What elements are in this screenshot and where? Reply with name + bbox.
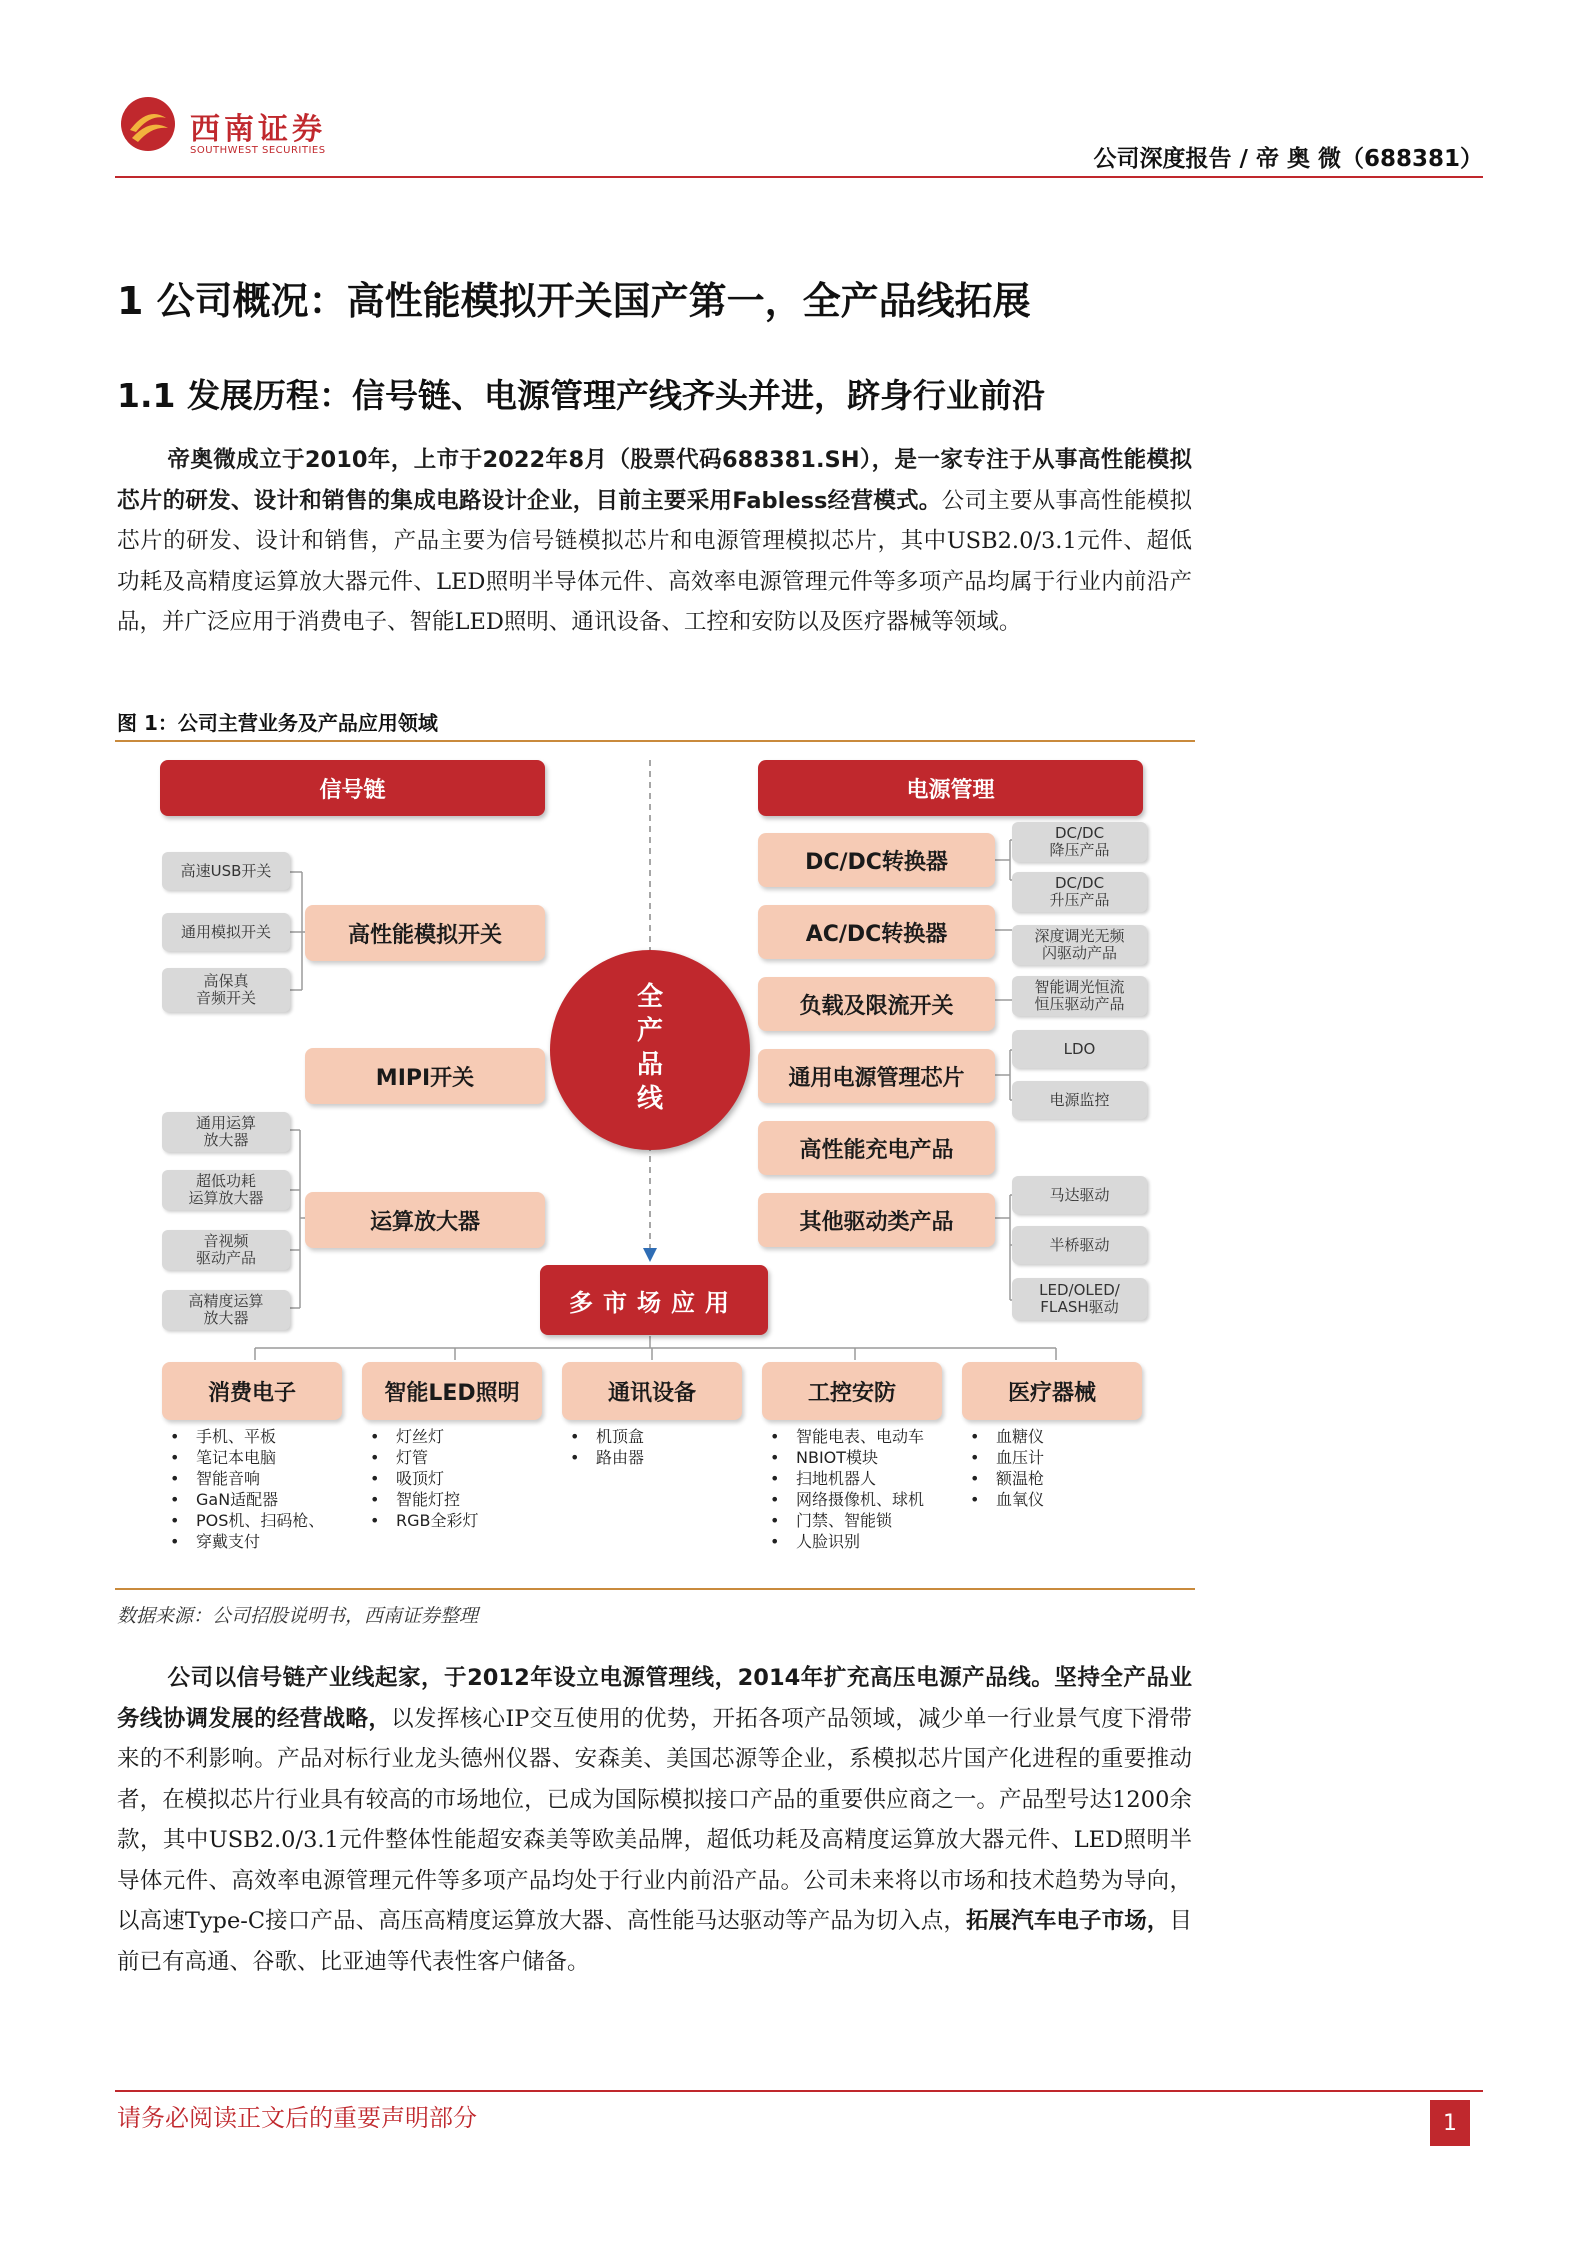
lighting-app-list	[366, 1426, 556, 1531]
charging-product-box: 高性能充电产品	[758, 1121, 995, 1175]
intro-paragraph	[117, 440, 1192, 643]
mipi-switch-box: MIPI开关	[305, 1048, 545, 1104]
communication-app-list	[566, 1426, 756, 1468]
led-oled-flash-driver-sub-box: LED/OLED/ FLASH驱动	[1012, 1278, 1147, 1320]
analog-switch-box: 高性能模拟开关	[305, 905, 545, 961]
subsection-heading: 1.1 发展历程：信号链、电源管理产线齐头并进，跻身行业前沿	[117, 376, 1045, 415]
flicker-free-driver-sub-box: 深度调光无频 闪驱动产品	[1012, 925, 1147, 965]
dcdc-converter-box: DC/DC转换器	[758, 833, 995, 887]
list-item: • 智能电表、电动车	[766, 1426, 966, 1447]
opamp-box: 运算放大器	[305, 1192, 545, 1248]
list-item: • 笔记本电脑	[166, 1447, 356, 1468]
history-paragraph	[117, 1658, 1192, 1982]
precision-opamp-sub-box: 高精度运算 放大器	[162, 1290, 290, 1330]
ldo-sub-box: LDO	[1012, 1030, 1147, 1068]
market-consumer-box: 消费电子	[162, 1362, 342, 1420]
low-power-opamp-sub-box: 超低功耗 运算放大器	[162, 1170, 290, 1210]
intro-normal-text: 公司主要从事高性能模拟芯片的研发、设计和销售，产品主要为信号链模拟芯片和电源管理模拟芯片，其中USB2.0/3.1元件、超低功耗及高精度运算放大器元件、LED照明半导体元件、高效率电源管理元件等多项产品均属于行业内前沿产品，并广泛应用于消费电子、智能LED照明、通讯设备、工控和安防以及医疗器械等领域。	[117, 487, 1192, 635]
list-item: • NBIOT模块	[766, 1447, 966, 1468]
disclaimer-notice: 请务必阅读正文后的重要声明部分	[117, 2104, 477, 2132]
list-item: • 机顶盒	[566, 1426, 756, 1447]
history-normal-text-2: 目前已有高通、谷歌、比亚迪等代表性客户储备。	[117, 1908, 1192, 1975]
history-normal-text-1: 以发挥核心IP交互使用的优势，开拓各项产品领域，减少单一行业景气度下滑带来的不利影响。产品对标行业龙头德州仪器、安森美、美国芯源等企业，系模拟芯片国产化进程的重要推动者，在模拟芯片行业具有较高的市场地位，已成为国际模拟接口产品的重要供应商之一。产品型号达1200余款，其中USB2.0/3.1元件整体性能超安森美等欧美品牌，超低功耗及高精度运算放大器元件、LED照明半导体元件、高效率电源管理元件等多项产品均处于行业内前沿产品。公司未来将以市场和技术趋势为导向，以高速Type-C接口产品、高压高精度运算放大器、高性能马达驱动等产品为切入点，	[117, 1705, 1192, 1934]
smart-dimming-driver-sub-box: 智能调光恒流 恒压驱动产品	[1012, 976, 1147, 1016]
report-header-label: 公司深度报告 / 帝 奥 微（688381）	[1093, 146, 1483, 172]
list-item: • 穿戴支付	[166, 1531, 356, 1552]
page-number: 1	[1430, 2100, 1470, 2146]
market-led-lighting-box: 智能LED照明	[362, 1362, 542, 1420]
other-driver-box: 其他驱动类产品	[758, 1193, 995, 1247]
logo-chinese-name: 西南证券	[190, 112, 326, 147]
load-switch-box: 负载及限流开关	[758, 977, 995, 1031]
multi-market-banner: 多市场应用	[540, 1265, 768, 1335]
dcdc-boost-sub-box: DC/DC 升压产品	[1012, 872, 1147, 912]
list-item: • GaN适配器	[166, 1489, 356, 1510]
list-item: • 血糖仪	[966, 1426, 1156, 1447]
signal-chain-banner: 信号链	[160, 760, 545, 816]
list-item: • 吸顶灯	[366, 1468, 556, 1489]
market-communication-box: 通讯设备	[562, 1362, 742, 1420]
list-item: • 人脸识别	[766, 1531, 966, 1552]
history-bold-text-2: 拓展汽车电子市场，	[966, 1908, 1170, 1934]
market-medical-box: 医疗器械	[962, 1362, 1142, 1420]
half-bridge-driver-sub-box: 半桥驱动	[1012, 1226, 1147, 1264]
figure-top-rule	[115, 740, 1195, 742]
market-industrial-security-box: 工控安防	[762, 1362, 942, 1420]
av-driver-sub-box: 音视频 驱动产品	[162, 1230, 290, 1270]
medical-app-list	[966, 1426, 1156, 1510]
logo-english-name: SOUTHWEST SECURITIES	[190, 145, 326, 156]
general-opamp-sub-box: 通用运算 放大器	[162, 1112, 290, 1152]
list-item: • 路由器	[566, 1447, 756, 1468]
history-bold-text-1: 公司以信号链产业线起家，于2012年设立电源管理线，2014年扩充高压电源产品线。坚持全产品业务线协调发展的经营战略，	[117, 1665, 1192, 1732]
list-item: • 血氧仪	[966, 1489, 1156, 1510]
list-item: • POS机、扫码枪、	[166, 1510, 356, 1531]
list-item: • 网络摄像机、球机	[766, 1489, 966, 1510]
motor-driver-sub-box: 马达驱动	[1012, 1176, 1147, 1214]
company-logo-icon	[120, 96, 176, 152]
list-item: • 智能灯控	[366, 1489, 556, 1510]
audio-switch-sub-box: 高保真 音频开关	[162, 968, 290, 1012]
header-divider	[115, 176, 1483, 178]
list-item: • 门禁、智能锁	[766, 1510, 966, 1531]
list-item: • 血压计	[966, 1447, 1156, 1468]
consumer-app-list	[166, 1426, 356, 1552]
power-monitor-sub-box: 电源监控	[1012, 1081, 1147, 1119]
general-switch-sub-box: 通用模拟开关	[162, 913, 290, 951]
acdc-converter-box: AC/DC转换器	[758, 905, 995, 959]
list-item: • 灯管	[366, 1447, 556, 1468]
footer-divider	[115, 2090, 1483, 2092]
power-management-banner: 电源管理	[758, 760, 1143, 816]
list-item: • 额温枪	[966, 1468, 1156, 1489]
intro-bold-text: 帝奥微成立于2010年，上市于2022年8月（股票代码688381.SH），是一家专注于从事高性能模拟芯片的研发、设计和销售的集成电路设计企业，目前主要采用Fabless经营模式。	[117, 447, 1192, 514]
list-item: • RGB全彩灯	[366, 1510, 556, 1531]
section-heading: 1 公司概况：高性能模拟开关国产第一，全产品线拓展	[117, 279, 1031, 323]
figure-source: 数据来源：公司招股说明书，西南证券整理	[117, 1605, 479, 1627]
dcdc-buck-sub-box: DC/DC 降压产品	[1012, 822, 1147, 862]
full-product-line-label: 全 产 品 线	[636, 982, 663, 1114]
list-item: • 扫地机器人	[766, 1468, 966, 1489]
list-item: • 智能音响	[166, 1468, 356, 1489]
list-item: • 灯丝灯	[366, 1426, 556, 1447]
figure-title: 图 1：公司主营业务及产品应用领域	[117, 711, 438, 735]
industrial-app-list	[766, 1426, 966, 1552]
general-pmic-box: 通用电源管理芯片	[758, 1049, 995, 1103]
list-item: • 手机、平板	[166, 1426, 356, 1447]
full-product-line-circle	[550, 950, 750, 1150]
usb-switch-sub-box: 高速USB开关	[162, 852, 290, 890]
figure-bottom-rule	[115, 1588, 1195, 1590]
